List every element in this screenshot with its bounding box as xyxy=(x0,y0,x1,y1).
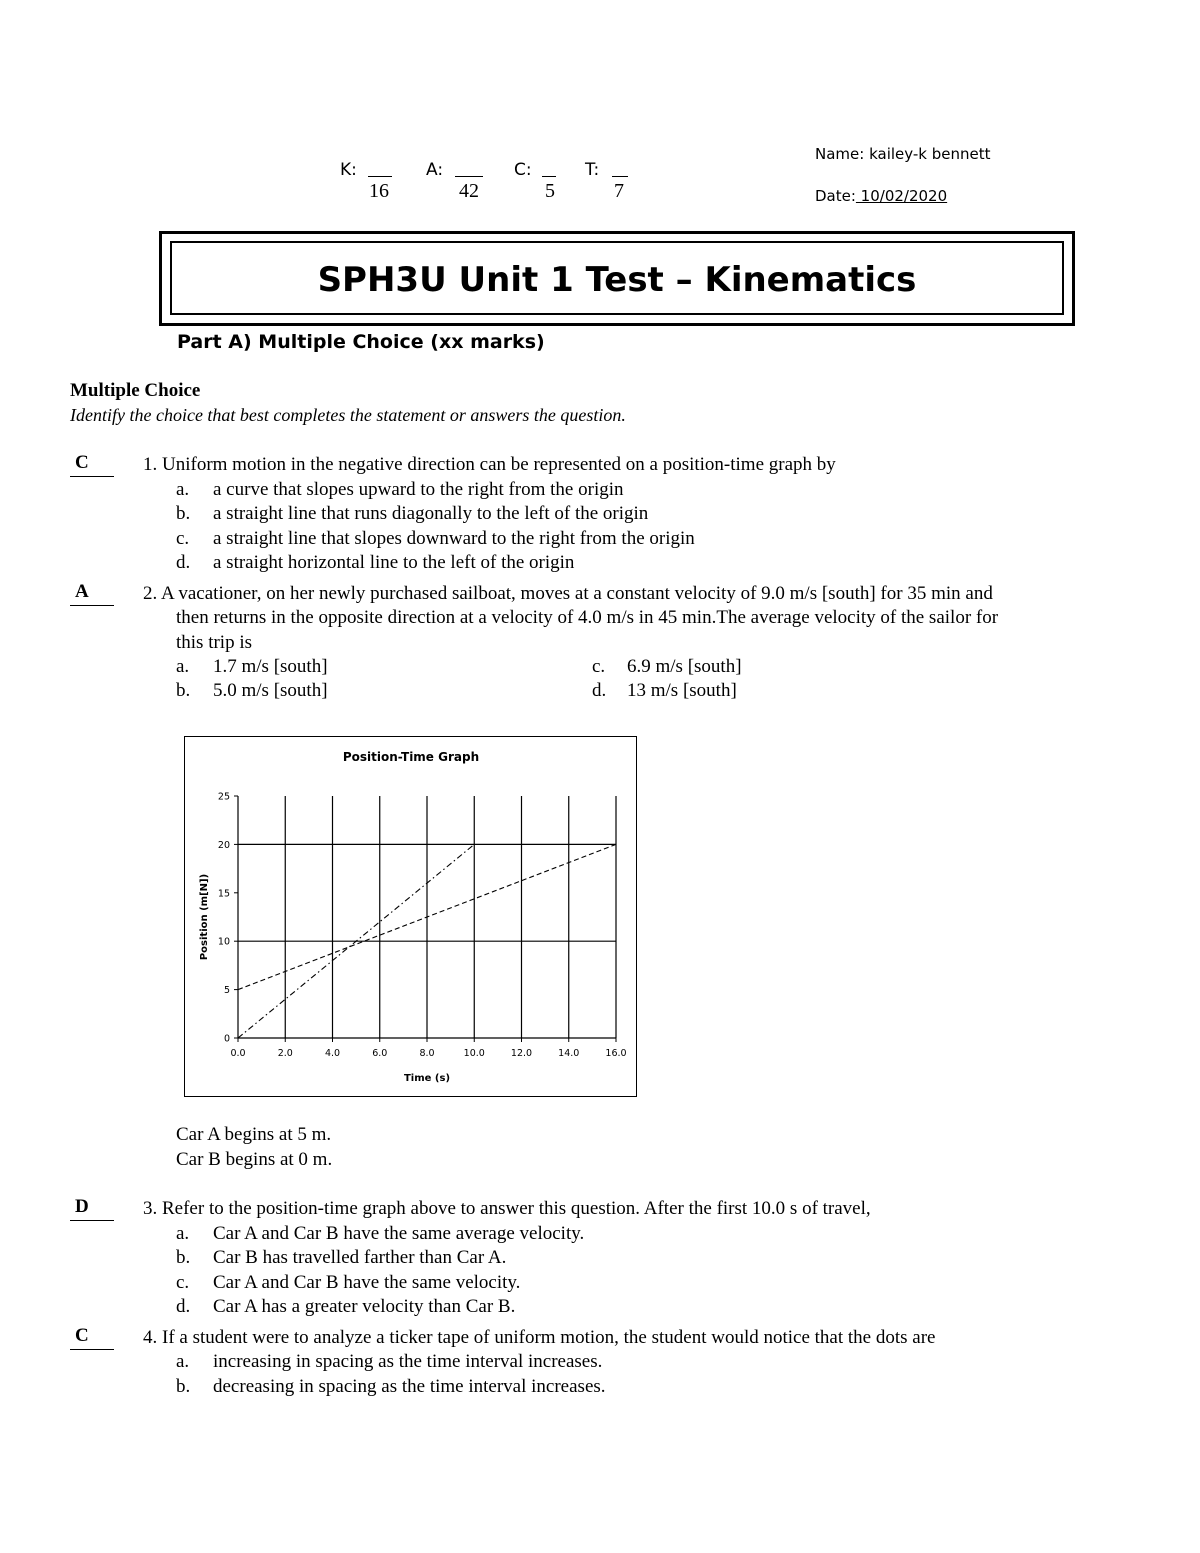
score-a-label: A: xyxy=(426,160,444,180)
score-c-label: C: xyxy=(514,160,532,180)
chart-y-tick-label: 0 xyxy=(223,1033,230,1045)
chart-y-tick-label: 5 xyxy=(223,985,230,997)
score-t-total: 7 xyxy=(614,180,624,202)
chart-svg xyxy=(185,737,635,1095)
chart-x-tick-label: 14.0 xyxy=(558,1048,580,1059)
score-c-blank xyxy=(542,176,556,177)
car-b-note: Car B begins at 0 m. xyxy=(176,1149,333,1170)
question-text: then returns in the opposite direction at a velocity of 4.0 m/s in 45 min.The average velocity of the sailor for xyxy=(176,607,999,628)
answer-letter: D xyxy=(75,1196,89,1217)
option-text: Car B has travelled farther than Car A. xyxy=(213,1247,507,1268)
score-a-total: 42 xyxy=(459,180,479,202)
score-k-total: 16 xyxy=(369,180,389,202)
answer-blank[interactable] xyxy=(70,583,114,606)
option-letter: a. xyxy=(176,1351,190,1372)
section-instructions: Identify the choice that best completes the statement or answers the question. xyxy=(70,405,626,425)
title-box-inner xyxy=(170,241,1064,315)
option-letter: b. xyxy=(176,1247,191,1268)
student-name xyxy=(815,145,991,163)
chart-x-tick-label: 12.0 xyxy=(510,1048,533,1059)
option-text: Car A has a greater velocity than Car B. xyxy=(213,1296,516,1317)
option-text: 5.0 m/s [south] xyxy=(213,680,328,701)
date-value: 10/02/2020 xyxy=(855,187,948,205)
score-k-label: K: xyxy=(340,160,357,180)
option-text: 1.7 m/s [south] xyxy=(213,656,328,677)
chart-x-tick-label: 4.0 xyxy=(324,1048,341,1059)
name-label: Name: xyxy=(815,145,865,163)
option-text: a curve that slopes upward to the right from the origin xyxy=(213,479,624,500)
chart-y-tick-label: 15 xyxy=(217,888,230,900)
option-text: a straight horizontal line to the left of the origin xyxy=(213,552,575,573)
position-time-chart xyxy=(184,736,637,1097)
option-letter: d. xyxy=(176,552,191,573)
question-text: 2. A vacationer, on her newly purchased sailboat, moves at a constant velocity of 9.0 m/s [south] for 35 min and xyxy=(143,583,993,604)
chart-y-tick-label: 10 xyxy=(217,936,230,948)
part-a-heading: Part A) Multiple Choice (xx marks) xyxy=(177,331,545,353)
option-letter: d. xyxy=(176,1296,191,1317)
chart-y-tick-label: 25 xyxy=(217,791,230,803)
answer-letter: C xyxy=(75,1325,89,1346)
option-text: 13 m/s [south] xyxy=(627,680,737,701)
option-text: a straight line that slopes downward to the right from the origin xyxy=(213,528,695,549)
option-letter: c. xyxy=(592,656,606,677)
answer-blank[interactable] xyxy=(70,1327,114,1350)
exam-date xyxy=(815,187,947,205)
chart-ticks xyxy=(218,792,627,1060)
question-text: this trip is xyxy=(176,632,253,653)
question-text: 3. Refer to the position-time graph above to answer this question. After the first 10.0 s of travel, xyxy=(143,1198,871,1219)
name-value: kailey-k bennett xyxy=(869,145,991,163)
score-k-blank xyxy=(368,176,392,177)
score-t-blank xyxy=(612,176,628,177)
option-text: decreasing in spacing as the time interval increases. xyxy=(213,1376,606,1397)
option-letter: c. xyxy=(176,1272,190,1293)
option-text: Car A and Car B have the same average velocity. xyxy=(213,1223,585,1244)
option-letter: d. xyxy=(592,680,607,701)
answer-letter: C xyxy=(75,452,89,473)
option-text: 6.9 m/s [south] xyxy=(627,656,742,677)
score-a-blank xyxy=(455,176,483,177)
page-title: SPH3U Unit 1 Test – Kinematics xyxy=(317,260,917,300)
chart-x-tick-label: 6.0 xyxy=(372,1048,388,1059)
chart-x-tick-label: 8.0 xyxy=(419,1048,435,1059)
option-letter: a. xyxy=(176,479,190,500)
chart-y-tick-label: 20 xyxy=(217,839,230,851)
option-letter: c. xyxy=(176,528,190,549)
score-t-label: T: xyxy=(585,160,600,180)
option-letter: b. xyxy=(176,680,191,701)
chart-y-axis-label: Position (m[N]) xyxy=(199,873,210,961)
answer-blank[interactable] xyxy=(70,1198,114,1221)
chart-title: Position-Time Graph xyxy=(342,750,480,764)
chart-x-tick-label: 0.0 xyxy=(230,1048,246,1059)
chart-x-axis-label: Time (s) xyxy=(403,1073,451,1084)
score-c-total: 5 xyxy=(545,180,555,202)
option-text: Car A and Car B have the same velocity. xyxy=(213,1272,521,1293)
title-box xyxy=(159,231,1075,326)
option-text: a straight line that runs diagonally to the left of the origin xyxy=(213,503,649,524)
question-text: 4. If a student were to analyze a ticker tape of uniform motion, the student would notice that the dots are xyxy=(143,1327,936,1348)
chart-x-tick-label: 2.0 xyxy=(277,1048,293,1059)
date-label: Date: xyxy=(815,187,856,205)
answer-letter: A xyxy=(75,581,89,602)
option-letter: b. xyxy=(176,503,191,524)
answer-blank[interactable] xyxy=(70,454,114,477)
section-heading: Multiple Choice xyxy=(70,380,201,401)
chart-x-tick-label: 10.0 xyxy=(463,1048,485,1059)
car-a-note: Car A begins at 5 m. xyxy=(176,1124,332,1145)
option-text: increasing in spacing as the time interval increases. xyxy=(213,1351,603,1372)
chart-x-tick-label: 16.0 xyxy=(605,1048,627,1059)
option-letter: a. xyxy=(176,1223,190,1244)
option-letter: a. xyxy=(176,656,190,677)
option-letter: b. xyxy=(176,1376,191,1397)
question-text: 1. Uniform motion in the negative direction can be represented on a position-time graph by xyxy=(143,454,836,475)
